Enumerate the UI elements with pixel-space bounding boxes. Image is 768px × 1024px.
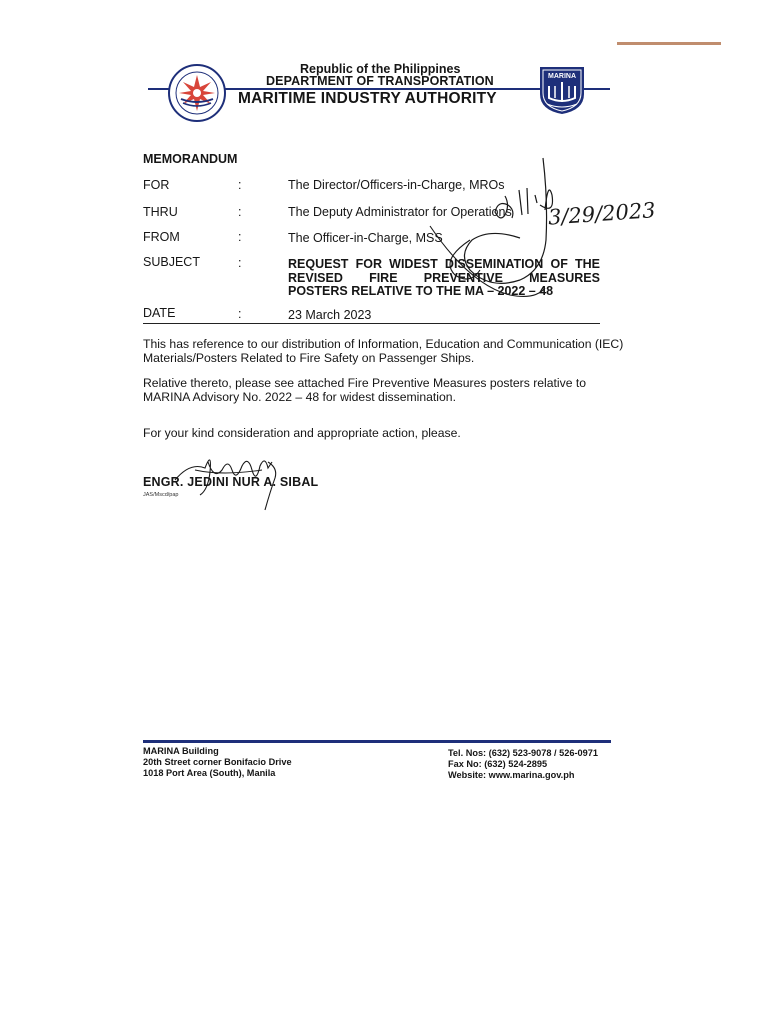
date-value: 23 March 2023 (288, 308, 372, 322)
body-paragraph: Relative thereto, please see attached Fire Preventive Measures posters relative to MARINA Advisory No. 2022 – 48 for widest dissemination. (143, 376, 587, 404)
thru-value: The Deputy Administrator for Operations (288, 205, 512, 219)
from-label: FROM (143, 230, 180, 244)
footer-address (143, 746, 292, 779)
date-colon: : (238, 307, 242, 321)
signatory-name: ENGR. JEDINI NUR A. SIBAL (143, 475, 319, 489)
memo-title: MEMORANDUM (143, 152, 238, 166)
routing-initial-stroke (527, 188, 528, 214)
footer-address-line: 20th Street corner Bonifacio Drive (143, 757, 292, 767)
footer-contact-line: Tel. Nos: (632) 523-9078 / 526-0971 (448, 748, 598, 758)
subject-value (288, 258, 600, 299)
footer-address-line: MARINA Building (143, 746, 219, 756)
for-colon: : (238, 178, 242, 192)
routing-initial-stroke (535, 195, 537, 203)
footer-website-link[interactable]: Website: www.marina.gov.ph (448, 770, 575, 780)
for-value: The Director/Officers-in-Charge, MROs (288, 178, 505, 192)
subject-colon: : (238, 256, 242, 270)
header-republic: Republic of the Philippines (300, 62, 461, 76)
signature-stroke (195, 470, 262, 473)
subject-line: POSTERS RELATIVE TO THE MA – 2022 – 48 (288, 284, 554, 298)
memo-divider (143, 323, 600, 324)
body-paragraph: For your kind consideration and appropriate action, please. (143, 426, 461, 440)
reference-initials: JAS/Mscd/pap (143, 492, 179, 498)
marina-logo-icon (537, 64, 587, 116)
scan-edge-mark (617, 42, 721, 45)
marina-logo-text: MARINA (548, 73, 576, 80)
footer-contact (448, 748, 598, 781)
body-paragraph: This has reference to our distribution of Information, Education and Communication (IEC) Materials/Posters Related to Fire Safety on Passenger Ships. (143, 337, 624, 365)
footer-contact-line: Fax No: (632) 524-2895 (448, 759, 548, 769)
header-agency: MARITIME INDUSTRY AUTHORITY (238, 90, 497, 107)
subject-label: SUBJECT (143, 255, 200, 269)
footer-rule (143, 740, 611, 743)
routing-initial-stroke (540, 190, 553, 210)
thru-label: THRU (143, 205, 178, 219)
from-colon: : (238, 230, 242, 244)
routing-initial-stroke (519, 190, 522, 215)
header-department: DEPARTMENT OF TRANSPORTATION (266, 74, 494, 88)
subject-line: REVISED FIRE PREVENTIVE MEASURES (288, 270, 600, 285)
date-label: DATE (143, 306, 176, 320)
footer-address-line: 1018 Port Area (South), Manila (143, 768, 276, 778)
thru-colon: : (238, 205, 242, 219)
handwritten-date: 3/29/2023 (547, 198, 657, 230)
dotr-seal-icon (167, 63, 227, 123)
subject-line: REQUEST FOR WIDEST DISSEMINATION OF THE (288, 257, 600, 271)
from-value: The Officer-in-Charge, MSS (288, 231, 443, 245)
for-label: FOR (143, 178, 170, 192)
